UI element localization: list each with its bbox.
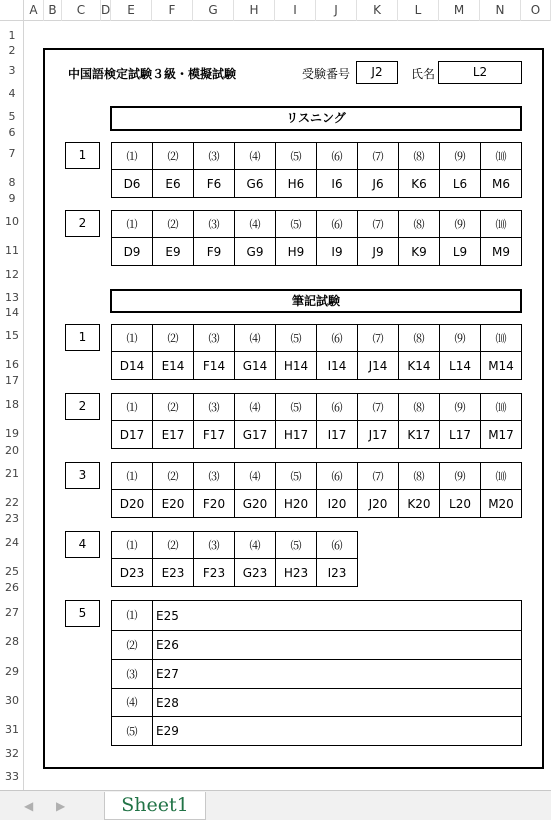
column-header-e[interactable]: E: [111, 0, 152, 21]
writing-q1-question-number: ⑻: [398, 324, 440, 352]
prev-sheet-arrow-icon[interactable]: ◀: [24, 799, 34, 813]
listening-q2-question-number: ⑻: [398, 210, 440, 238]
sheet-tab[interactable]: Sheet1: [104, 792, 206, 820]
row-header-6[interactable]: 6: [8, 126, 16, 139]
row-header-21[interactable]: 21: [5, 467, 19, 480]
writing-q1-answer-cell[interactable]: G14: [234, 351, 276, 380]
writing-q2-question-number: ⑼: [439, 393, 481, 421]
listening-q1-question-number: ⑸: [275, 142, 317, 170]
listening-q2-question-number: ⑺: [357, 210, 399, 238]
writing-q4-question-number: ⑶: [193, 531, 235, 559]
listening-q2-answer-cell[interactable]: M9: [480, 237, 522, 266]
row-header-30[interactable]: 30: [5, 694, 19, 707]
writing-q2-answer-cell[interactable]: E17: [152, 420, 194, 449]
writing-q3-question-number: ⑶: [193, 462, 235, 490]
listening-q2-question-number: ⑵: [152, 210, 194, 238]
row-header-28[interactable]: 28: [5, 635, 19, 648]
column-header-n[interactable]: N: [480, 0, 521, 21]
row-header-16[interactable]: 16: [5, 358, 19, 371]
column-header-j[interactable]: J: [316, 0, 357, 21]
writing-q1-number: 1: [65, 324, 100, 351]
writing-q2-answer-cell[interactable]: M17: [480, 420, 522, 449]
writing-q3-number: 3: [65, 462, 100, 489]
row-header-9[interactable]: 9: [8, 192, 16, 205]
listening-q1-answer-cell[interactable]: F6: [193, 169, 235, 198]
row-header-10[interactable]: 10: [5, 215, 19, 228]
writing-q3-answer-cell[interactable]: G20: [234, 489, 276, 518]
writing-q1-question-number: ⑼: [439, 324, 481, 352]
writing-q2-answer-cell[interactable]: D17: [111, 420, 153, 449]
writing-q5-question-number: ⑶: [111, 659, 153, 689]
row-header-13[interactable]: 13: [5, 291, 19, 304]
listening-q1-question-number: ⑵: [152, 142, 194, 170]
listening-q2-question-number: ⑶: [193, 210, 235, 238]
listening-q1-question-number: ⑼: [439, 142, 481, 170]
row-header-12[interactable]: 12: [5, 268, 19, 281]
column-header-b[interactable]: B: [44, 0, 62, 21]
listening-q1-question-number: ⑹: [316, 142, 358, 170]
writing-q4-answer-cell[interactable]: D23: [111, 558, 153, 587]
writing-q2-answer-cell[interactable]: F17: [193, 420, 235, 449]
row-header-20[interactable]: 20: [5, 444, 19, 457]
column-header-l[interactable]: L: [398, 0, 439, 21]
writing-q1-question-number: ⑷: [234, 324, 276, 352]
writing-q3-question-number: ⑴: [111, 462, 153, 490]
writing-q1-question-number: ⑺: [357, 324, 399, 352]
column-header-i[interactable]: I: [275, 0, 316, 21]
writing-q5-number: 5: [65, 600, 100, 627]
writing-q3-answer-cell[interactable]: H20: [275, 489, 317, 518]
listening-q2-answer-cell[interactable]: E9: [152, 237, 194, 266]
writing-q2-answer-cell[interactable]: H17: [275, 420, 317, 449]
listening-section-header: リスニング: [110, 106, 522, 131]
row-header-18[interactable]: 18: [5, 398, 19, 411]
listening-q1-question-number: ⑴: [111, 142, 153, 170]
listening-q2-answer-cell[interactable]: G9: [234, 237, 276, 266]
listening-q1-question-number: ⑺: [357, 142, 399, 170]
listening-q2-question-number: ⑸: [275, 210, 317, 238]
writing-q2-answer-cell[interactable]: L17: [439, 420, 481, 449]
writing-q3-answer-cell[interactable]: L20: [439, 489, 481, 518]
column-header-d[interactable]: D: [101, 0, 111, 21]
listening-q2-answer-cell[interactable]: H9: [275, 237, 317, 266]
row-header-4[interactable]: 4: [8, 87, 16, 100]
writing-q2-question-number: ⑻: [398, 393, 440, 421]
listening-q2-question-number: ⑴: [111, 210, 153, 238]
listening-q2-answer-cell[interactable]: K9: [398, 237, 440, 266]
column-header-f[interactable]: F: [152, 0, 193, 21]
writing-q5-answer-cell[interactable]: E27: [152, 659, 522, 689]
writing-q1-question-number: ⑸: [275, 324, 317, 352]
listening-q1-answer-cell[interactable]: K6: [398, 169, 440, 198]
row-header-7[interactable]: 7: [8, 147, 16, 160]
writing-q2-question-number: ⑸: [275, 393, 317, 421]
row-header-8[interactable]: 8: [8, 176, 16, 189]
listening-q2-question-number: ⑽: [480, 210, 522, 238]
writing-q4-answer-cell[interactable]: F23: [193, 558, 235, 587]
writing-q2-question-number: ⑹: [316, 393, 358, 421]
listening-q1-answer-cell[interactable]: E6: [152, 169, 194, 198]
writing-q1-question-number: ⑽: [480, 324, 522, 352]
writing-q3-question-number: ⑷: [234, 462, 276, 490]
name-field[interactable]: L2: [438, 61, 522, 84]
writing-q2-question-number: ⑽: [480, 393, 522, 421]
writing-q1-answer-cell[interactable]: I14: [316, 351, 358, 380]
writing-q1-answer-cell[interactable]: L14: [439, 351, 481, 380]
writing-q4-number: 4: [65, 531, 100, 558]
writing-q1-question-number: ⑴: [111, 324, 153, 352]
writing-q3-question-number: ⑽: [480, 462, 522, 490]
row-header-2[interactable]: 2: [8, 44, 16, 57]
row-header-32[interactable]: 32: [5, 747, 19, 760]
column-header-o[interactable]: O: [521, 0, 551, 21]
writing-q4-answer-cell[interactable]: H23: [275, 558, 317, 587]
writing-q4-answer-cell[interactable]: E23: [152, 558, 194, 587]
writing-q3-answer-cell[interactable]: M20: [480, 489, 522, 518]
writing-q4-question-number: ⑹: [316, 531, 358, 559]
writing-q3-question-number: ⑵: [152, 462, 194, 490]
writing-q4-question-number: ⑸: [275, 531, 317, 559]
name-label: 氏名: [411, 67, 436, 81]
writing-q2-question-number: ⑴: [111, 393, 153, 421]
select-all-corner[interactable]: [0, 0, 24, 21]
column-header-a[interactable]: A: [24, 0, 44, 21]
listening-q1-answer-cell[interactable]: D6: [111, 169, 153, 198]
writing-q4-question-number: ⑴: [111, 531, 153, 559]
exam-number-label: 受験番号: [302, 67, 351, 81]
writing-q2-answer-cell[interactable]: J17: [357, 420, 399, 449]
listening-q2-question-number: ⑼: [439, 210, 481, 238]
row-header-22[interactable]: 22: [5, 496, 19, 509]
writing-q2-question-number: ⑺: [357, 393, 399, 421]
writing-q1-answer-cell[interactable]: E14: [152, 351, 194, 380]
writing-q3-question-number: ⑸: [275, 462, 317, 490]
writing-q2-question-number: ⑶: [193, 393, 235, 421]
writing-q2-number: 2: [65, 393, 100, 420]
writing-q3-answer-cell[interactable]: F20: [193, 489, 235, 518]
row-header-11[interactable]: 11: [5, 244, 19, 257]
writing-q1-question-number: ⑹: [316, 324, 358, 352]
writing-q5-question-number: ⑴: [111, 600, 153, 631]
listening-q1-question-number: ⑷: [234, 142, 276, 170]
writing-q3-answer-cell[interactable]: I20: [316, 489, 358, 518]
writing-q1-answer-cell[interactable]: F14: [193, 351, 235, 380]
listening-q1-answer-cell[interactable]: H6: [275, 169, 317, 198]
row-header-33[interactable]: 33: [5, 770, 19, 783]
writing-q2-answer-cell[interactable]: K17: [398, 420, 440, 449]
writing-q3-question-number: ⑺: [357, 462, 399, 490]
writing-q1-answer-cell[interactable]: K14: [398, 351, 440, 380]
column-header-k[interactable]: K: [357, 0, 398, 21]
listening-q1-number: 1: [65, 142, 100, 169]
row-header-5[interactable]: 5: [8, 110, 16, 123]
row-header-29[interactable]: 29: [5, 665, 19, 678]
writing-q2-question-number: ⑵: [152, 393, 194, 421]
writing-q5-answer-cell[interactable]: E28: [152, 688, 522, 717]
writing-q3-answer-cell[interactable]: J20: [357, 489, 399, 518]
writing-q1-question-number: ⑵: [152, 324, 194, 352]
writing-q5-question-number: ⑸: [111, 716, 153, 746]
row-header-27[interactable]: 27: [5, 606, 19, 619]
row-header-15[interactable]: 15: [5, 329, 19, 342]
writing-q3-answer-cell[interactable]: D20: [111, 489, 153, 518]
column-header-h[interactable]: H: [234, 0, 275, 21]
listening-q1-question-number: ⑻: [398, 142, 440, 170]
listening-q2-answer-cell[interactable]: J9: [357, 237, 399, 266]
column-header-m[interactable]: M: [439, 0, 480, 21]
listening-q2-answer-cell[interactable]: F9: [193, 237, 235, 266]
row-header-24[interactable]: 24: [5, 536, 19, 549]
next-sheet-arrow-icon[interactable]: ▶: [56, 799, 66, 813]
writing-q3-answer-cell[interactable]: K20: [398, 489, 440, 518]
writing-q4-answer-cell[interactable]: I23: [316, 558, 358, 587]
exam-number-field[interactable]: J2: [356, 61, 398, 84]
listening-q1-answer-cell[interactable]: L6: [439, 169, 481, 198]
writing-q5-answer-cell[interactable]: E25: [152, 600, 522, 631]
column-header-g[interactable]: G: [193, 0, 234, 21]
sheet-tab-bar: [0, 790, 551, 820]
row-header-23[interactable]: 23: [5, 512, 19, 525]
writing-q3-question-number: ⑹: [316, 462, 358, 490]
writing-q4-question-number: ⑷: [234, 531, 276, 559]
row-header-17[interactable]: 17: [5, 374, 19, 387]
writing-q2-answer-cell[interactable]: G17: [234, 420, 276, 449]
listening-q1-question-number: ⑽: [480, 142, 522, 170]
listening-q2-answer-cell[interactable]: I9: [316, 237, 358, 266]
listening-q2-question-number: ⑹: [316, 210, 358, 238]
writing-q5-question-number: ⑵: [111, 630, 153, 660]
listening-q1-answer-cell[interactable]: I6: [316, 169, 358, 198]
writing-q4-answer-cell[interactable]: G23: [234, 558, 276, 587]
row-header-26[interactable]: 26: [5, 581, 19, 594]
writing-q1-answer-cell[interactable]: J14: [357, 351, 399, 380]
listening-q1-question-number: ⑶: [193, 142, 235, 170]
writing-q1-answer-cell[interactable]: D14: [111, 351, 153, 380]
row-header-3[interactable]: 3: [8, 64, 16, 77]
row-header-25[interactable]: 25: [5, 565, 19, 578]
listening-q1-answer-cell[interactable]: J6: [357, 169, 399, 198]
writing-q3-question-number: ⑻: [398, 462, 440, 490]
listening-q2-answer-cell[interactable]: D9: [111, 237, 153, 266]
listening-q1-answer-cell[interactable]: M6: [480, 169, 522, 198]
row-header-14[interactable]: 14: [5, 306, 19, 319]
row-header-31[interactable]: 31: [5, 723, 19, 736]
writing-q5-answer-cell[interactable]: E29: [152, 716, 522, 746]
writing-q4-question-number: ⑵: [152, 531, 194, 559]
writing-q5-answer-cell[interactable]: E26: [152, 630, 522, 660]
listening-q2-number: 2: [65, 210, 100, 237]
writing-q3-answer-cell[interactable]: E20: [152, 489, 194, 518]
writing-q2-question-number: ⑷: [234, 393, 276, 421]
form-title: 中国語検定試験３級・模擬試験: [68, 67, 237, 81]
listening-q2-answer-cell[interactable]: L9: [439, 237, 481, 266]
column-header-c[interactable]: C: [62, 0, 101, 21]
row-header-19[interactable]: 19: [5, 427, 19, 440]
writing-section-header: 筆記試験: [110, 289, 522, 313]
writing-q1-question-number: ⑶: [193, 324, 235, 352]
writing-q5-question-number: ⑷: [111, 688, 153, 717]
writing-q2-answer-cell[interactable]: I17: [316, 420, 358, 449]
writing-q1-answer-cell[interactable]: H14: [275, 351, 317, 380]
listening-q2-question-number: ⑷: [234, 210, 276, 238]
row-header-1[interactable]: 1: [8, 29, 16, 42]
writing-q1-answer-cell[interactable]: M14: [480, 351, 522, 380]
writing-q3-question-number: ⑼: [439, 462, 481, 490]
listening-q1-answer-cell[interactable]: G6: [234, 169, 276, 198]
